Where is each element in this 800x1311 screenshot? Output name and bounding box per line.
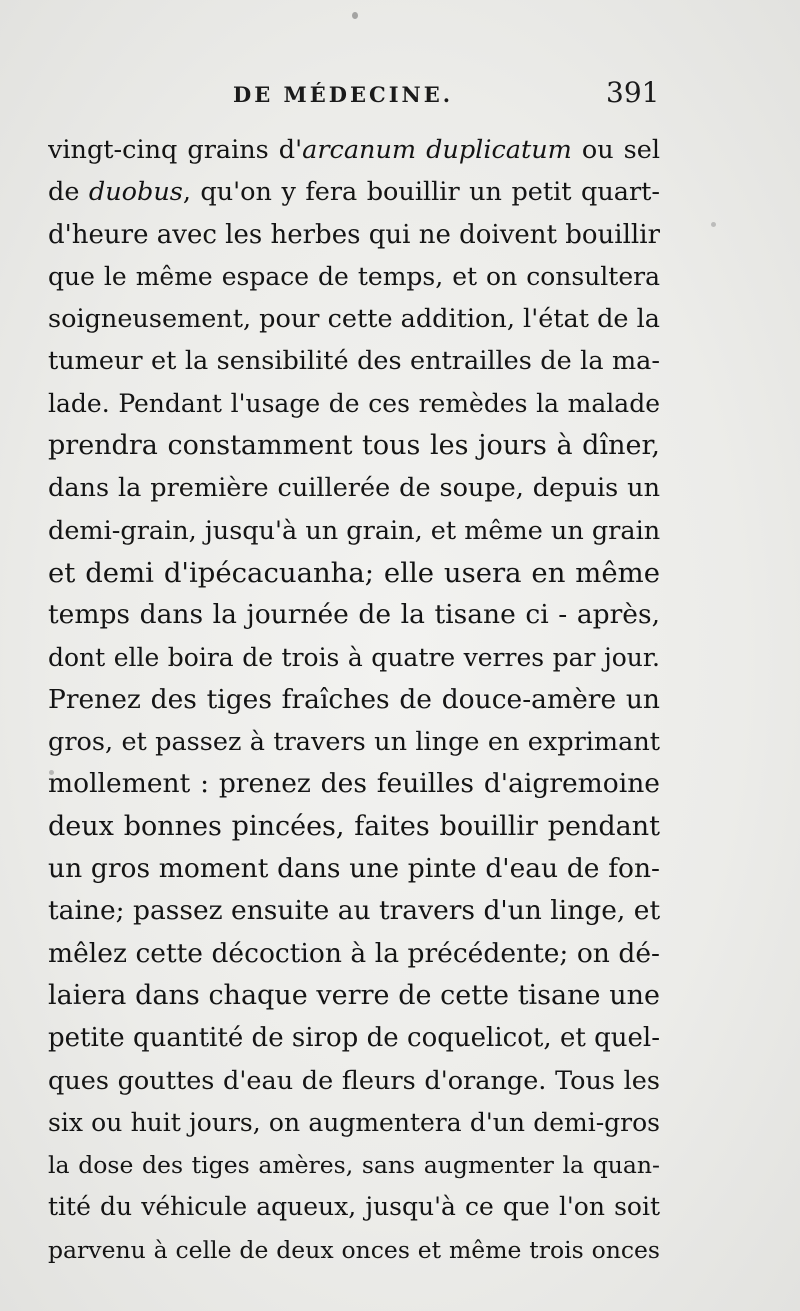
text-line [48,848,660,890]
text-run: tité du véhicule aqueux, jusqu'à ce que l'on soit [48,1192,660,1222]
text-line [48,214,660,256]
text-run: prendra constamment tous les jours à dîner, [48,430,660,462]
text-run: gros, et passez à travers un linge en exprimant [48,727,660,758]
text-line [48,340,660,382]
italic-text: arcanum duplicatum [302,135,572,165]
page-number: 391 [606,76,660,109]
text-run: Prenez des tiges fraîches de douce-amère un [48,683,660,715]
text-line [48,552,660,594]
text-run: parvenu à celle de deux onces et même trois onces [48,1235,660,1264]
text-line [48,679,660,721]
text-run: la dose des tiges amères, sans augmenter la quan- [48,1151,660,1180]
text-line [48,1017,660,1059]
body-text [48,129,660,1271]
text-line [48,1229,660,1271]
paper-speck [352,12,358,19]
text-run: dont elle boira de trois à quatre verres par jour. [48,642,660,672]
italic-text: duobus [88,177,183,208]
text-line [48,467,660,509]
text-line [48,975,660,1017]
text-run: vingt-cinq grains d' [48,135,303,165]
text-line [48,129,660,171]
text-run: d'heure avec les herbes qui ne doivent bouillir [48,219,660,250]
text-line [48,806,660,848]
text-run: que le même espace de temps, et on consultera [48,261,660,291]
text-line [48,721,660,763]
text-run: demi-grain, jusqu'à un grain, et même un grain [48,515,660,546]
text-run: et demi d'ipécacuanha; elle usera en même [48,556,660,589]
text-line [48,298,660,340]
text-line [48,1060,660,1102]
text-line [48,637,660,679]
text-line [48,383,660,425]
text-run: deux bonnes pincées, faites bouillir pendant [48,810,660,842]
text-line [48,890,660,932]
text-run: dans la première cuillerée de soupe, depuis un [48,473,660,504]
text-run: mollement : prenez des feuilles d'aigremoine [48,768,660,800]
text-run: , qu'on y fera bouillir un petit quart- [182,177,660,208]
text-line [48,933,660,975]
text-run: taine; passez ensuite au travers d'un linge, et [48,895,660,927]
text-line [48,594,660,636]
text-line [48,425,660,467]
text-run: de [48,177,89,208]
text-run: tumeur et la sensibilité des entrailles de la ma- [48,346,660,377]
text-run: petite quantité de sirop de coquelicot, et quel- [48,1023,660,1054]
paper-speck [711,222,716,227]
text-run: laiera dans chaque verre de cette tisane une [48,979,660,1011]
text-line [48,1102,660,1144]
text-run: un gros moment dans une pinte d'eau de fon- [48,853,660,885]
text-run: soigneusement, pour cette addition, l'état de la [48,304,660,335]
text-line [48,171,660,213]
text-line [48,1144,660,1186]
text-line [48,510,660,552]
text-run: lade. Pendant l'usage de ces remèdes la malade [48,388,660,418]
text-line [48,763,660,805]
text-run: temps dans la journée de la tisane ci - après, [48,599,660,631]
text-run: ques gouttes d'eau de fleurs d'orange. Tous les [48,1065,660,1096]
text-run: ou sel [571,135,660,165]
running-head: DE MÉDECINE. [233,82,454,107]
text-line [48,1186,660,1228]
text-line [48,256,660,298]
text-run: mêlez cette décoction à la précédente; on dé- [48,937,660,969]
text-run: six ou huit jours, on augmentera d'un demi-gros [48,1107,660,1137]
